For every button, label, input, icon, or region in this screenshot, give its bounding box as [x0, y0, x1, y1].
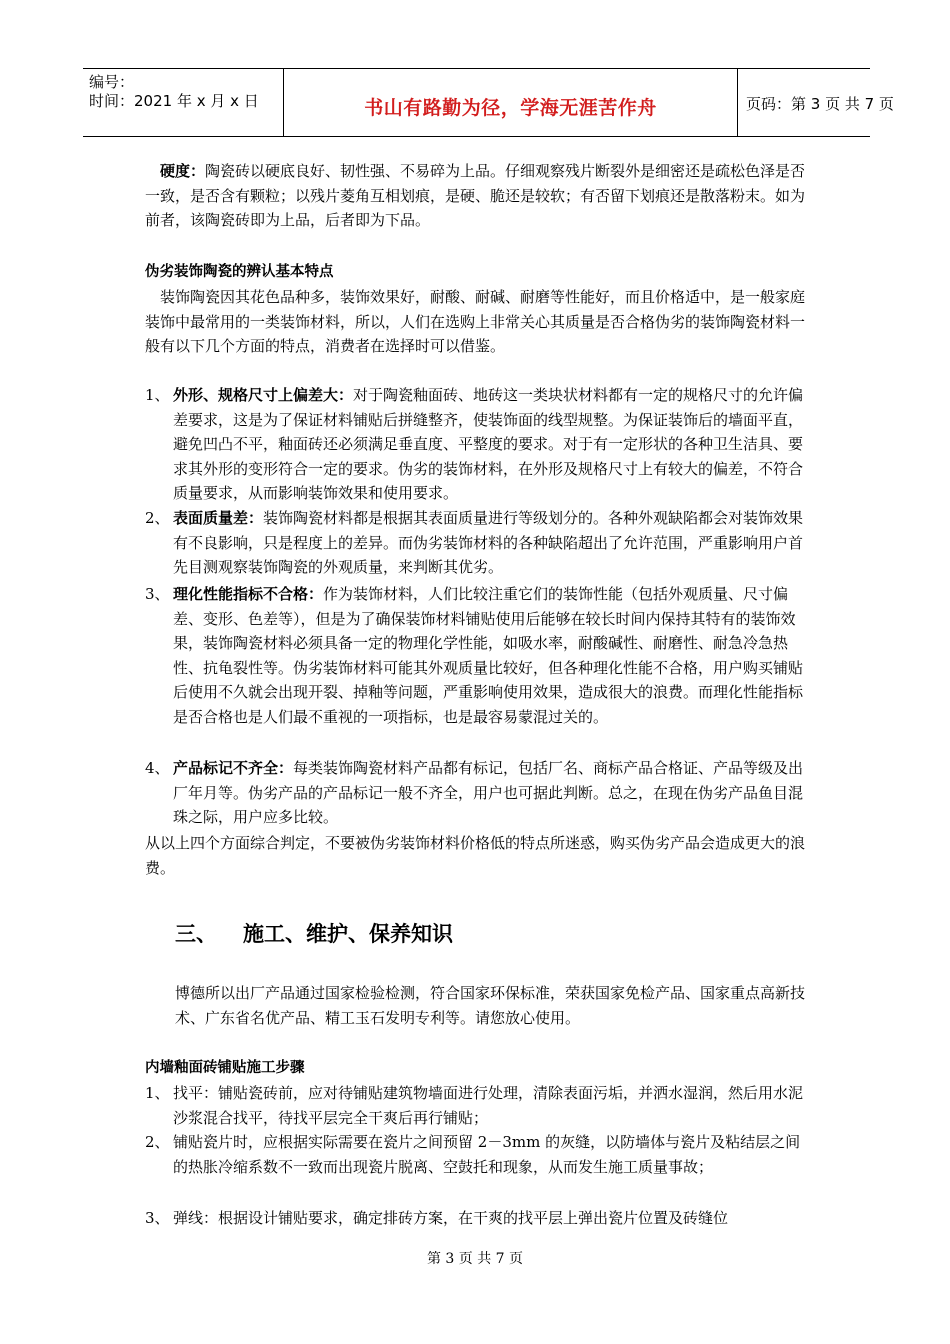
list-text: 对于陶瓷釉面砖、地砖这一类块状材料都有一定的规格尺寸的允许偏差要求，这是为了保证材料铺贴后拼缝整齐，使装饰面的线型规整。为保证装饰后的墙面平直，避免凹凸不平，釉面砖还必须满足垂直度、平整度的要求。对于有一定形状的各种卫生洁具、要求其外形的变形符合一定的要求。伪劣的装饰材料，在外形及规格尺寸上有较大的偏差，不符合质量要求，从而影响装饰效果和使用要求。 — [173, 386, 804, 502]
section1-title: 伪劣装饰陶瓷的辨认基本特点 — [145, 264, 334, 280]
hardness-paragraph — [145, 159, 815, 233]
section3-number: 三、 — [175, 922, 217, 946]
page-footer: 第 3 页 共 7 页 — [426, 1251, 524, 1267]
number-label: 编号： — [89, 73, 135, 91]
list-item — [145, 506, 815, 580]
section3-intro: 博德所以出厂产品通过国家检验检测，符合国家环保标准，荣获国家免检产品、国家重点高新技术、广东省名优产品、精工玉石发明专利等。请您放心使用。 — [175, 984, 806, 1027]
list-item — [145, 383, 815, 506]
list-lead: 产品标记不齐全： — [173, 759, 294, 777]
list-item — [145, 1130, 815, 1179]
section3-subtitle: 内墙釉面砖铺贴施工步骤 — [145, 1060, 305, 1076]
list-item — [145, 582, 815, 729]
list-number: 4、 — [145, 759, 170, 777]
list-text: 弹线：根据设计铺贴要求，确定排砖方案，在干爽的找平层上弹出瓷片位置及砖缝位 — [173, 1209, 729, 1227]
date-label: 时间：2021 年 x 月 x 日 — [89, 92, 259, 110]
list-item — [145, 756, 815, 830]
header-table — [83, 68, 894, 137]
list-text: 作为装饰材料，人们比较注重它们的装饰性能（包括外观质量、尺寸偏差、变形、色差等），但是为了确保装饰材料铺贴使用后能够在较长时间内保持其特有的装饰效果，装饰陶瓷材料必须具备一定的物理化学性能，如吸水率，耐酸碱性、耐磨性、耐急冷急热性、抗龟裂性等。伪劣装饰材料可能其外观质量比较好，但各种理化性能不合格，用户购买铺贴后使用不久就会出现开裂、掉釉等问题，严重影响使用效果，造成很大的浪费。而理化性能指标是否合格也是人们最不重视的一项指标，也是最容易蒙混过关的。 — [173, 585, 804, 726]
list-item — [145, 1081, 815, 1130]
list-text: 每类装饰陶瓷材料产品都有标记，包括厂名、商标产品合格证、产品等级及出厂年月等。伪劣产品的产品标记一般不齐全，用户也可据此判断。总之，在现在伪劣产品鱼目混珠之际，用户应多比较。 — [173, 759, 804, 826]
header-left-cell — [83, 69, 283, 136]
list-text: 找平：铺贴瓷砖前，应对待铺贴建筑物墙面进行处理，清除表面污垢，并洒水湿润，然后用水泥沙浆混合找平，待找平层完全干爽后再行铺贴； — [173, 1084, 804, 1127]
list-text: 铺贴瓷片时，应根据实际需要在瓷片之间预留 2－3mm 的灰缝，以防墙体与瓷片及粘结层之间的热胀冷缩系数不一致而出现瓷片脱离、空鼓托和现象，从而发生施工质量事故； — [173, 1133, 801, 1176]
hardness-text: 陶瓷砖以硬底良好、韧性强、不易碎为上品。仔细观察残片断裂外是细密还是疏松色泽是否一致，是否含有颗粒；以残片菱角互相划痕，是硬、脆还是较软；有否留下划痕还是散落粉末。如为前者，该陶瓷砖即为上品，后者即为下品。 — [145, 162, 806, 229]
hardness-lead: 硬度： — [160, 162, 206, 180]
list-lead: 表面质量差： — [173, 509, 264, 527]
list-number: 3、 — [145, 1209, 170, 1227]
list-number: 2、 — [145, 1133, 170, 1151]
motto: 书山有路勤为径，学海无涯苦作舟 — [364, 97, 657, 119]
header-center-cell — [283, 69, 738, 136]
section1-intro: 装饰陶瓷因其花色品种多，装饰效果好，耐酸、耐碱、耐磨等性能好，而且价格适中，是一般家庭装饰中最常用的一类装饰材料，所以，人们在选购上非常关心其质量是否合格伪劣的装饰陶瓷材料一般有以下几个方面的特点，消费者在选择时可以借鉴。 — [145, 288, 806, 355]
list-text: 装饰陶瓷材料都是根据其表面质量进行等级划分的。各种外观缺陷都会对装饰效果有不良影响，只是程度上的差异。而伪劣装饰材料的各种缺陷超出了允许范围，严重影响用户首先目测观察装饰陶瓷的外观质量，来判断其优劣。 — [173, 509, 804, 576]
list-number: 1、 — [145, 1084, 170, 1102]
section1-conclusion: 从以上四个方面综合判定，不要被伪劣装饰材料价格低的特点所迷惑，购买伪劣产品会造成更大的浪费。 — [145, 834, 806, 877]
list-item — [145, 1206, 815, 1231]
header-right-cell — [738, 69, 894, 136]
section3-heading — [175, 918, 453, 948]
list-number: 2、 — [145, 509, 170, 527]
list-number: 1、 — [145, 386, 170, 404]
list-number: 3、 — [145, 585, 170, 603]
list-lead: 理化性能指标不合格： — [173, 585, 324, 603]
list-lead: 外形、规格尺寸上偏差大： — [173, 386, 354, 404]
page-label: 页码：第 3 页 共 7 页 — [746, 95, 894, 113]
section3-title: 施工、维护、保养知识 — [243, 922, 453, 946]
